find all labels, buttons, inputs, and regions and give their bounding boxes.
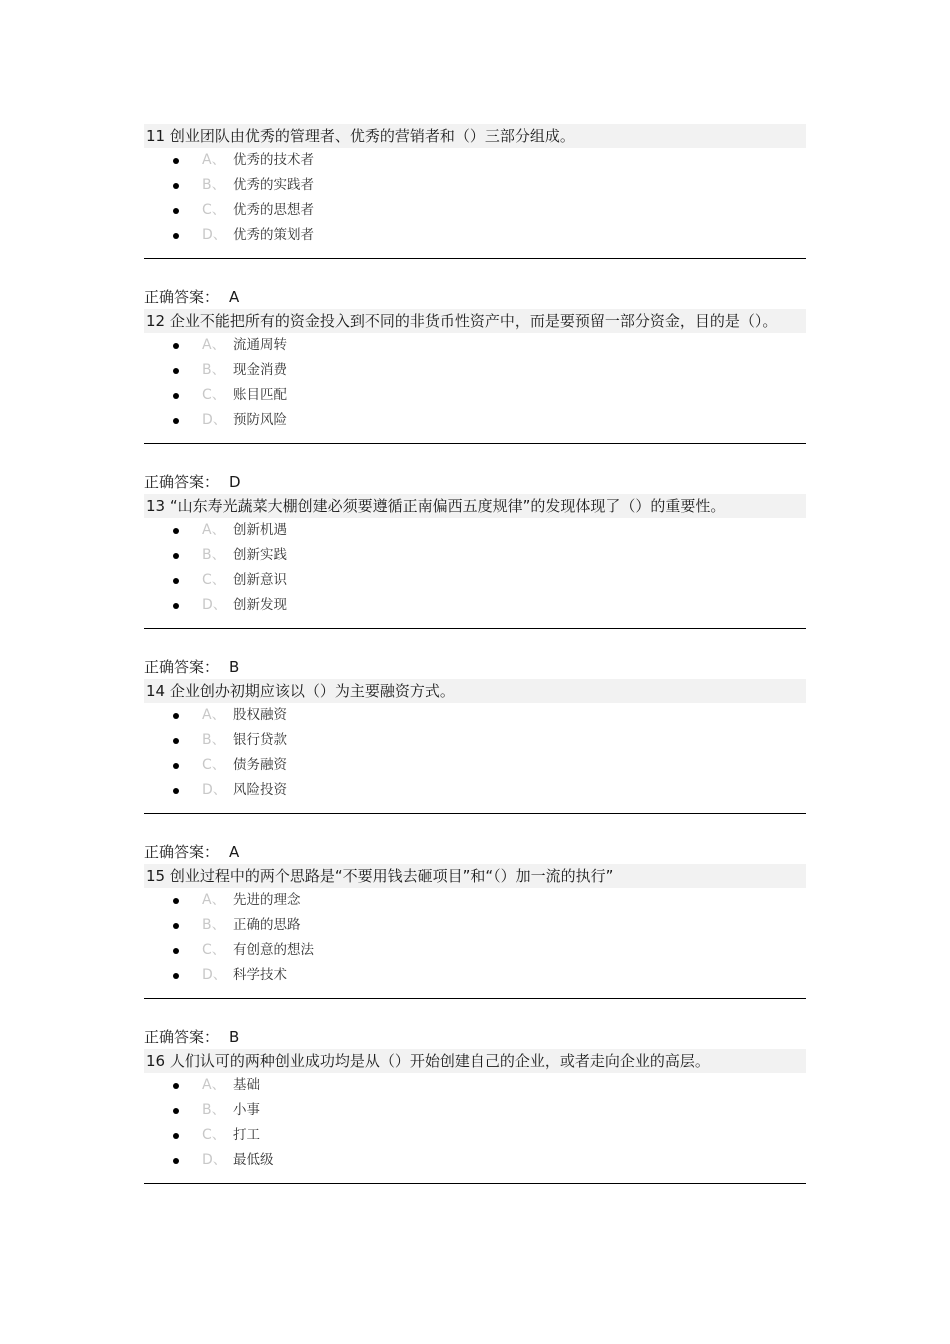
- option-letter: C、: [202, 942, 226, 958]
- option-letter: A、: [202, 152, 226, 168]
- option-text: 账目匹配: [233, 387, 287, 403]
- option-item: [144, 333, 806, 358]
- option-list: [144, 518, 806, 618]
- option-text: 优秀的实践者: [233, 177, 314, 193]
- bullet-dot-icon: [173, 788, 179, 794]
- bullet-dot-icon: [173, 713, 179, 719]
- option-letter: B、: [202, 177, 226, 193]
- option-item: [144, 383, 806, 408]
- question-text: 12 企业不能把所有的资金投入到不同的非货币性资产中，而是要预留一部分资金，目的是（）。: [144, 309, 806, 333]
- option-text: 债务融资: [233, 757, 287, 773]
- bullet-dot-icon: [173, 528, 179, 534]
- option-item: [144, 148, 806, 173]
- option-list: [144, 703, 806, 803]
- correct-answer-label: 正确答案：: [144, 473, 220, 491]
- correct-answer-label: 正确答案：: [144, 288, 220, 306]
- option-letter: D、: [202, 967, 227, 983]
- option-letter: A、: [202, 707, 226, 723]
- option-text: 优秀的技术者: [233, 152, 314, 168]
- question-block: [144, 309, 806, 494]
- option-letter: D、: [202, 1152, 227, 1168]
- correct-answer: [144, 285, 806, 309]
- option-letter: D、: [202, 782, 227, 798]
- correct-answer-value: B: [229, 1028, 240, 1046]
- option-item: [144, 568, 806, 593]
- question-divider: [144, 258, 806, 259]
- option-item: [144, 593, 806, 618]
- question-block: [144, 1049, 806, 1184]
- option-letter: A、: [202, 1077, 226, 1093]
- option-letter: B、: [202, 547, 226, 563]
- option-item: [144, 913, 806, 938]
- option-list: [144, 1073, 806, 1173]
- correct-answer-label: 正确答案：: [144, 843, 220, 861]
- option-text: 小事: [233, 1102, 260, 1118]
- bullet-dot-icon: [173, 343, 179, 349]
- option-text: 打工: [233, 1127, 260, 1143]
- option-text: 风险投资: [233, 782, 287, 798]
- option-text: 科学技术: [233, 967, 287, 983]
- option-text: 基础: [233, 1077, 260, 1093]
- correct-answer-value: B: [229, 658, 240, 676]
- bullet-dot-icon: [173, 1158, 179, 1164]
- option-item: [144, 1123, 806, 1148]
- option-item: [144, 728, 806, 753]
- question-text: 13 “山东寿光蔬菜大棚创建必须要遵循正南偏西五度规律”的发现体现了（）的重要性。: [144, 494, 806, 518]
- option-item: [144, 1073, 806, 1098]
- option-item: [144, 753, 806, 778]
- option-text: 创新发现: [233, 597, 287, 613]
- option-list: [144, 148, 806, 248]
- option-letter: B、: [202, 1102, 226, 1118]
- question-divider: [144, 1183, 806, 1184]
- bullet-dot-icon: [173, 1083, 179, 1089]
- option-item: [144, 1148, 806, 1173]
- option-item: [144, 543, 806, 568]
- bullet-dot-icon: [173, 1133, 179, 1139]
- option-text: 正确的思路: [233, 917, 301, 933]
- option-letter: C、: [202, 387, 226, 403]
- option-text: 优秀的思想者: [233, 202, 314, 218]
- question-block: [144, 679, 806, 864]
- option-item: [144, 198, 806, 223]
- question-divider: [144, 813, 806, 814]
- option-text: 股权融资: [233, 707, 287, 723]
- quiz-list: [144, 124, 806, 1184]
- option-item: [144, 173, 806, 198]
- bullet-dot-icon: [173, 158, 179, 164]
- correct-answer: [144, 840, 806, 864]
- option-letter: D、: [202, 227, 227, 243]
- option-text: 优秀的策划者: [233, 227, 314, 243]
- question-block: [144, 124, 806, 309]
- correct-answer-value: D: [229, 473, 241, 491]
- option-list: [144, 333, 806, 433]
- option-letter: C、: [202, 757, 226, 773]
- bullet-dot-icon: [173, 973, 179, 979]
- option-item: [144, 778, 806, 803]
- bullet-dot-icon: [173, 763, 179, 769]
- option-item: [144, 223, 806, 248]
- question-text: 16 人们认可的两种创业成功均是从（）开始创建自己的企业，或者走向企业的高层。: [144, 1049, 806, 1073]
- option-item: [144, 703, 806, 728]
- bullet-dot-icon: [173, 368, 179, 374]
- option-item: [144, 408, 806, 433]
- option-letter: D、: [202, 597, 227, 613]
- option-item: [144, 1098, 806, 1123]
- bullet-dot-icon: [173, 208, 179, 214]
- bullet-dot-icon: [173, 948, 179, 954]
- question-block: [144, 494, 806, 679]
- option-item: [144, 888, 806, 913]
- option-letter: A、: [202, 337, 226, 353]
- bullet-dot-icon: [173, 553, 179, 559]
- option-letter: B、: [202, 917, 226, 933]
- option-item: [144, 358, 806, 383]
- option-letter: C、: [202, 202, 226, 218]
- question-text: 11 创业团队由优秀的管理者、优秀的营销者和（）三部分组成。: [144, 124, 806, 148]
- option-letter: C、: [202, 572, 226, 588]
- option-letter: B、: [202, 362, 226, 378]
- bullet-dot-icon: [173, 578, 179, 584]
- option-item: [144, 938, 806, 963]
- correct-answer: [144, 470, 806, 494]
- bullet-dot-icon: [173, 233, 179, 239]
- correct-answer-value: A: [229, 288, 240, 306]
- bullet-dot-icon: [173, 603, 179, 609]
- bullet-dot-icon: [173, 898, 179, 904]
- option-text: 流通周转: [233, 337, 287, 353]
- option-text: 创新实践: [233, 547, 287, 563]
- option-text: 创新意识: [233, 572, 287, 588]
- option-letter: D、: [202, 412, 227, 428]
- option-text: 预防风险: [233, 412, 287, 428]
- option-text: 有创意的想法: [233, 942, 314, 958]
- correct-answer-value: A: [229, 843, 240, 861]
- bullet-dot-icon: [173, 923, 179, 929]
- option-letter: B、: [202, 732, 226, 748]
- bullet-dot-icon: [173, 183, 179, 189]
- question-divider: [144, 628, 806, 629]
- correct-answer: [144, 1025, 806, 1049]
- bullet-dot-icon: [173, 1108, 179, 1114]
- question-text: 14 企业创办初期应该以（）为主要融资方式。: [144, 679, 806, 703]
- option-item: [144, 963, 806, 988]
- option-text: 先进的理念: [233, 892, 301, 908]
- option-text: 现金消费: [233, 362, 287, 378]
- option-text: 创新机遇: [233, 522, 287, 538]
- correct-answer-label: 正确答案：: [144, 1028, 220, 1046]
- bullet-dot-icon: [173, 738, 179, 744]
- option-text: 银行贷款: [233, 732, 287, 748]
- option-item: [144, 518, 806, 543]
- bullet-dot-icon: [173, 393, 179, 399]
- question-divider: [144, 443, 806, 444]
- question-text: 15 创业过程中的两个思路是“不要用钱去砸项目”和“（）加一流的执行”: [144, 864, 806, 888]
- question-block: [144, 864, 806, 1049]
- option-letter: A、: [202, 522, 226, 538]
- correct-answer: [144, 655, 806, 679]
- option-letter: C、: [202, 1127, 226, 1143]
- option-letter: A、: [202, 892, 226, 908]
- option-text: 最低级: [233, 1152, 274, 1168]
- option-list: [144, 888, 806, 988]
- question-divider: [144, 998, 806, 999]
- correct-answer-label: 正确答案：: [144, 658, 220, 676]
- bullet-dot-icon: [173, 418, 179, 424]
